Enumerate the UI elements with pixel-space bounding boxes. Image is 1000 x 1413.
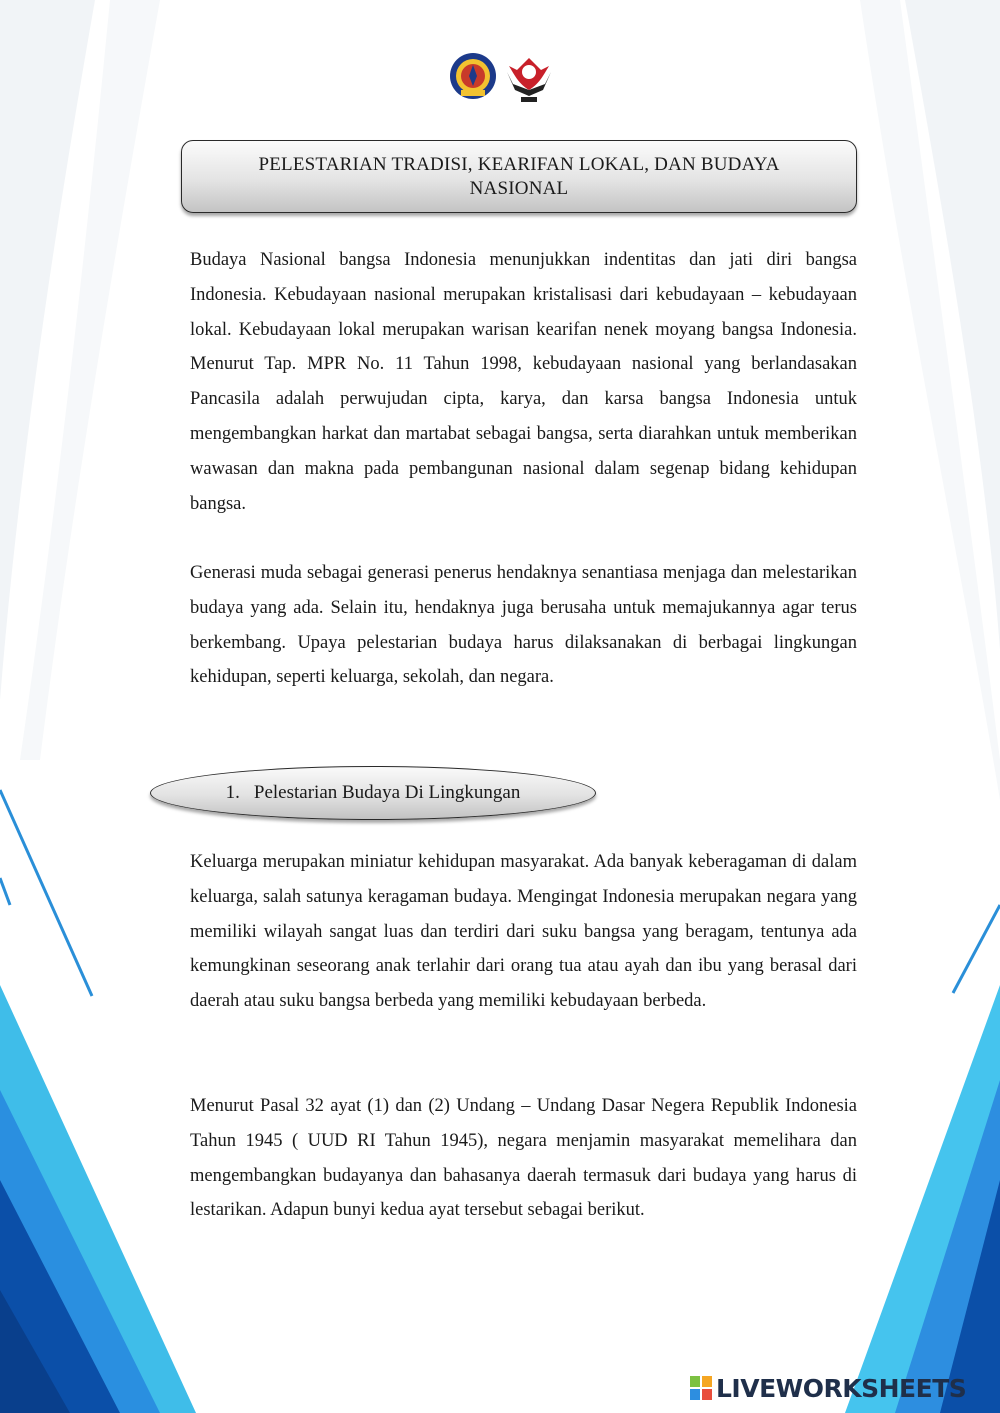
section-heading-pill bbox=[150, 766, 596, 820]
paragraph-keluarga: Keluarga merupakan miniatur kehidupan masyarakat. Ada banyak keberagaman di dalam keluarga, salah satunya keragaman budaya. Mengingat Indonesia merupakan negara yang memiliki wilayah sangat luas dan terdiri dari suku bangsa yang beragam, tentunya ada kemungkinan seseorang anak terlahir dari orang tua atau ayah dan ibu yang berasal dari daerah atau suku bangsa berbeda yang memiliki kebudayaan berbeda. bbox=[190, 852, 857, 1012]
section-number: 1. bbox=[225, 782, 240, 803]
paragraph-generasi-muda: Generasi muda sebagai generasi penerus hendaknya senantiasa menjaga dan melestarikan budaya yang ada. Selain itu, hendaknya juga berusaha untuk memajukannya agar terus berkembang. Upaya pelestarian budaya harus dilaksanakan di berbagai lingkungan kehidupan, seperti keluarga, sekolah, dan negara. bbox=[190, 563, 857, 688]
liveworksheets-logo-icon bbox=[690, 1376, 712, 1400]
liveworksheets-watermark bbox=[690, 1372, 966, 1404]
watermark-text: LIVEWORKSHEETS bbox=[716, 1373, 967, 1403]
page-title: PELESTARIAN TRADISI, KEARIFAN LOKAL, DAN BUDAYA NASIONAL bbox=[258, 153, 780, 199]
title-banner bbox=[181, 140, 857, 213]
university-seal-logo bbox=[449, 50, 497, 102]
smp-school-logo bbox=[505, 50, 553, 104]
paragraph-budaya-nasional: Budaya Nasional bangsa Indonesia menunjukkan indentitas dan jati diri bangsa Indonesia. Kebudayaan nasional merupakan kristalisasi dari kebudayaan – kebudayaan lokal. Kebudayaan lokal merupakan warisan kearifan nenek moyang bangsa Indonesia. Menurut Tap. MPR No. 11 Tahun 1998, kebudayaan nasional yang berlandasakan Pancasila adalah perwujudan cipta, karya, dan karsa bangsa Indonesia untuk mengembangkan harkat dan martabat sebagai bangsa, serta diarahkan untuk memberikan wawasan dan makna pada pembangunan nasional dalam segenap bidang kehidupan bangsa. bbox=[190, 250, 857, 514]
paragraph-pasal-32: Menurut Pasal 32 ayat (1) dan (2) Undang – Undang Dasar Negera Republik Indonesia Tahun 1945 ( UUD RI Tahun 1945), negara menjamin masyarakat memelihara dan mengembangkan budayanya dan bahasanya daerah termasuk dari budaya yang harus di lestarikan. Adapun bunyi kedua ayat tersebut sebagai berikut. bbox=[190, 1096, 857, 1221]
section-heading: Pelestarian Budaya Di Lingkungan bbox=[253, 782, 521, 803]
header-logos bbox=[449, 50, 553, 106]
